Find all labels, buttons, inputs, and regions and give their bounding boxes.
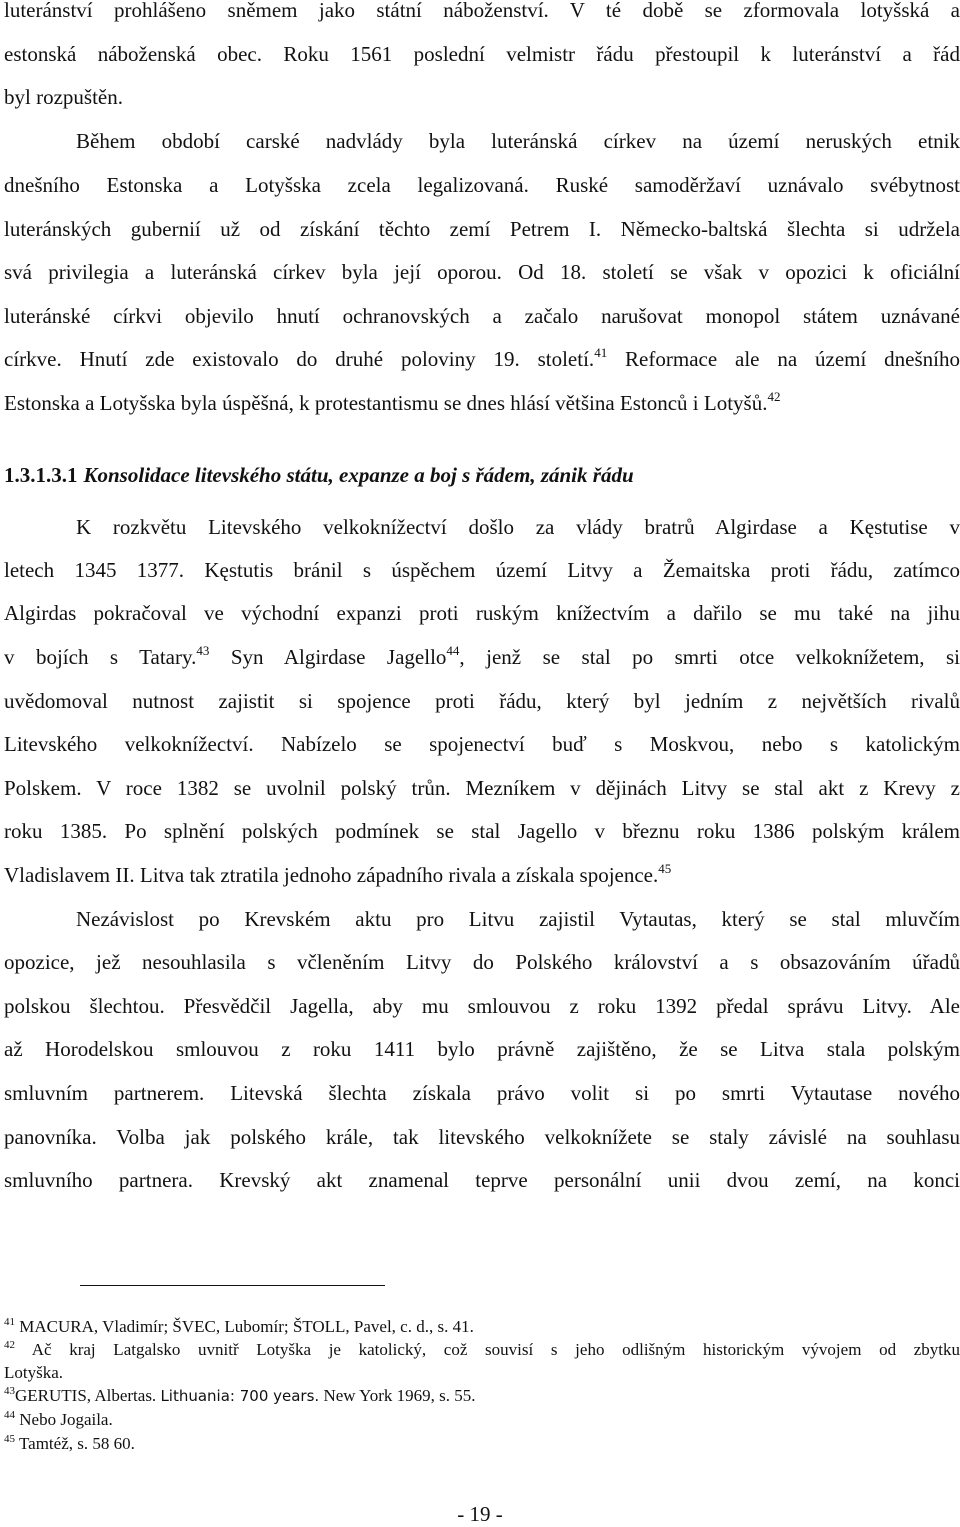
body-line: opozice, jež nesouhlasila s včleněním Litvy do Polského království a s obsazováním úřadů: [4, 950, 960, 974]
footnote-number: 45: [4, 1433, 15, 1445]
body-line: až Horodelskou smlouvou z roku 1411 bylo právně zajištěno, že se Litva stala polským: [4, 1037, 960, 1061]
body-line: Vladislavem II. Litva tak ztratila jednoho západního rivala a získala spojence.$^{45}$: [4, 861, 672, 887]
footnote-ref: 45: [658, 861, 672, 876]
footnote: $^{42}$ Ač kraj Latgalsko uvnitř Lotyška je katolický, což souvisí s jeho odlišným historickým vývojem od zbytku: [4, 1339, 960, 1359]
body-line: v bojích s Tatary.$^{43}$ Syn Algirdase Jagello$^{44}$, jenž se stal po smrti otce velkoknížetem, si: [4, 643, 960, 669]
footnote-ref: 44: [446, 643, 460, 658]
footnote-number: 41: [4, 1316, 15, 1328]
body-line: letech 1345 1377. Kęstutis bránil s úspěchem území Litvy a Žemaitska proti řádu, zatímco: [4, 558, 960, 582]
body-line: smluvním partnerem. Litevská šlechta získala právo volit si po smrti Vytautase nového: [4, 1081, 960, 1105]
body-line: Během období carské nadvlády byla luteránská církev na území neruských etnik: [76, 129, 960, 153]
body-line: Algirdas pokračoval ve východní expanzi proti ruským knížectvím a dařilo se mu také na jihu: [4, 601, 960, 625]
body-line: Nezávislost po Krevském aktu pro Litvu zajistil Vytautas, který se stal mluvčím: [76, 907, 960, 931]
body-line: uvědomoval nutnost zajistit si spojence proti řádu, který byl jedním z největších rivalů: [4, 689, 960, 713]
body-line: roku 1385. Po splnění polských podmínek se stal Jagello v březnu roku 1386 polským králem: [4, 819, 960, 843]
footnote-ref: 43: [196, 643, 210, 658]
footnote-number: 44: [4, 1409, 15, 1421]
body-line: Litevského velkoknížectví. Nabízelo se spojenectví buď s Moskvou, nebo s katolickým: [4, 732, 960, 756]
body-line: dnešního Estonska a Lotyšska zcela legalizovaná. Ruské samoděržaví uznávalo svébytnost: [4, 173, 960, 197]
footnote: $^{44}$ Nebo Jogaila.: [4, 1409, 113, 1429]
body-line: Estonska a Lotyšska byla úspěšná, k protestantismu se dnes hlásí většina Estonců i Lotyšů.$^{42}$: [4, 389, 781, 415]
section-number: 1.3.1.3.1: [4, 463, 78, 487]
book-title: Lithuania: 700 years.: [160, 1387, 320, 1405]
section-heading: [4, 461, 960, 489]
footnote-number: 43: [4, 1385, 15, 1397]
body-line: církve. Hnutí zde existovalo do druhé poloviny 19. století.$^{41}$ Reformace ale na území dnešního: [4, 345, 960, 371]
section-title: Konsolidace litevského státu, expanze a boj s řádem, zánik řádu: [83, 463, 634, 487]
body-line: K rozkvětu Litevského velkoknížectví došlo za vlády bratrů Algirdase a Kęstutise v: [76, 515, 960, 539]
footnote: $^{41}$ MACURA, Vladimír; ŠVEC, Lubomír; ŠTOLL, Pavel, c. d., s. 41.: [4, 1316, 474, 1336]
footnote-ref: 42: [767, 389, 781, 404]
footnote-separator: [80, 1285, 385, 1286]
body-line: luteránské církvi objevilo hnutí ochranovských a začalo narušovat monopol státem uznávané: [4, 304, 960, 328]
body-line: polskou šlechtou. Přesvědčil Jagella, aby mu smlouvou z roku 1392 předal správu Litvy. Ale: [4, 994, 960, 1018]
body-line: svá privilegia a luteránská církev byla její oporou. Od 18. století se však v opozici k oficiální: [4, 260, 960, 284]
footnote: Lotyška.: [4, 1363, 64, 1382]
body-line: smluvního partnera. Krevský akt znamenal teprve personální unii dvou zemí, na konci: [4, 1168, 960, 1192]
footnote: $^{45}$ Tamtéž, s. 58 60.: [4, 1433, 135, 1453]
page-number: - 19 -: [457, 1502, 503, 1526]
body-line: estonská náboženská obec. Roku 1561 poslední velmistr řádu přestoupil k luteránství a řád: [4, 42, 960, 66]
footnote: $^{43}$GERUTIS, Albertas. Lithuania: 700 years. New York 1969, s. 55.: [4, 1385, 476, 1405]
footnote-ref: 41: [594, 345, 608, 360]
footnote-number: 42: [4, 1339, 15, 1351]
body-line: luteránských gubernií už od získání těchto zemí Petrem I. Německo-baltská šlechta si udržela: [4, 217, 960, 241]
body-line: byl rozpuštěn.: [4, 85, 123, 109]
body-line: Polskem. V roce 1382 se uvolnil polský trůn. Mezníkem v dějinách Litvy se stal akt z Krevy z: [4, 776, 960, 800]
body-line: luteránství prohlášeno sněmem jako státní náboženství. V té době se zformovala lotyšská a: [4, 0, 960, 22]
body-line: panovníka. Volba jak polského krále, tak litevského velkoknížete se staly závislé na souhlasu: [4, 1125, 960, 1149]
